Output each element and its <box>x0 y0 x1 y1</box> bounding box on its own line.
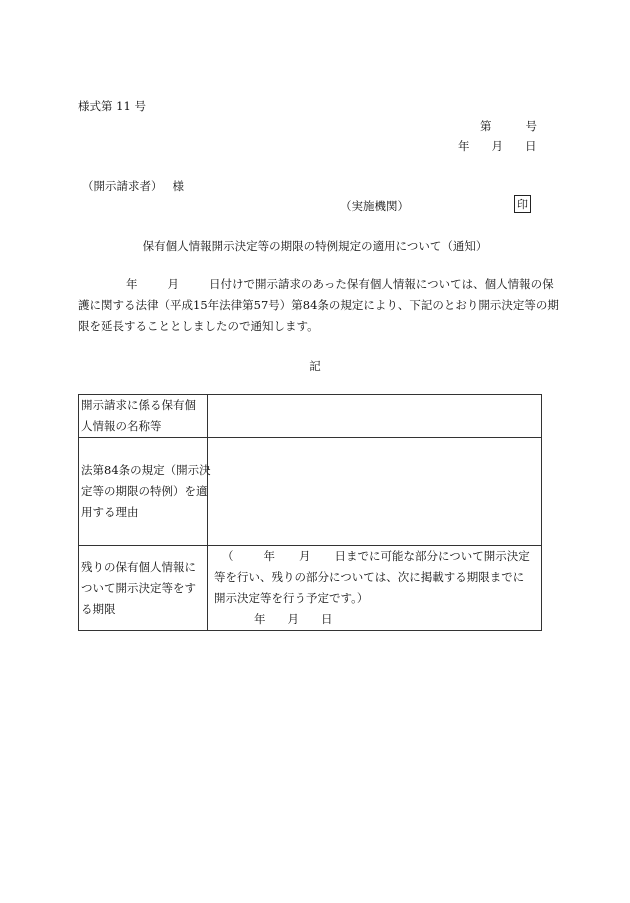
ki-heading: 記 <box>309 359 321 373</box>
body-year: 年 <box>126 277 138 291</box>
table-row <box>79 546 542 631</box>
addressee <box>82 178 184 194</box>
row-label-reason: 法第84条の規定（開示決 定等の期限の特例）を適 用する理由 <box>79 438 208 546</box>
seal-mark: 印 <box>514 195 531 213</box>
row-label-deadline: 残りの保有個人情報に ついて開示決定等をす る期限 <box>79 546 208 631</box>
row-value-deadline <box>208 546 542 631</box>
deadline-date: 年 月 日 <box>254 612 333 626</box>
table-row <box>79 395 542 438</box>
deadline-line-3: 開示決定等を行う予定です。） <box>214 591 369 605</box>
body-line-3: 限を延長することとしましたので通知します。 <box>78 319 319 333</box>
sender-agency: （実施機関） <box>340 199 409 213</box>
document-number <box>480 118 537 134</box>
body-line-1 <box>78 274 554 295</box>
deadline-line-2: 等を行い、残りの部分については、次に掲載する期限までに <box>214 570 525 584</box>
detail-table <box>78 394 542 631</box>
document-number-prefix: 第 <box>480 119 492 133</box>
body-line-2: 護に関する法律（平成15年法律第57号）第84条の規定により、下記のとおり開示決定等の期 <box>78 298 559 312</box>
form-number: 様式第 11 号 <box>78 99 146 113</box>
row-value-reason <box>208 438 542 546</box>
table-row <box>79 438 542 546</box>
addressee-honorific: 様 <box>172 179 184 193</box>
date-year: 年 <box>458 139 470 153</box>
row-value-info-name <box>208 395 542 438</box>
body-month: 月 <box>167 277 179 291</box>
document-title: 保有個人情報開示決定等の期限の特例規定の適用について（通知） <box>142 239 488 253</box>
document-number-suffix: 号 <box>525 119 537 133</box>
row-label-info-name: 開示請求に係る保有個 人情報の名称等 <box>79 395 208 438</box>
date-day: 日 <box>525 139 537 153</box>
body-line-1-text: 日付けで開示請求のあった保有個人情報については、個人情報の保 <box>209 277 554 291</box>
addressee-name: （開示請求者） <box>82 179 163 193</box>
body-paragraph <box>78 274 559 337</box>
date-month: 月 <box>491 139 503 153</box>
document-date <box>458 138 537 154</box>
deadline-line-1: （ 年 月 日までに可能な部分について開示決定 <box>222 549 530 563</box>
